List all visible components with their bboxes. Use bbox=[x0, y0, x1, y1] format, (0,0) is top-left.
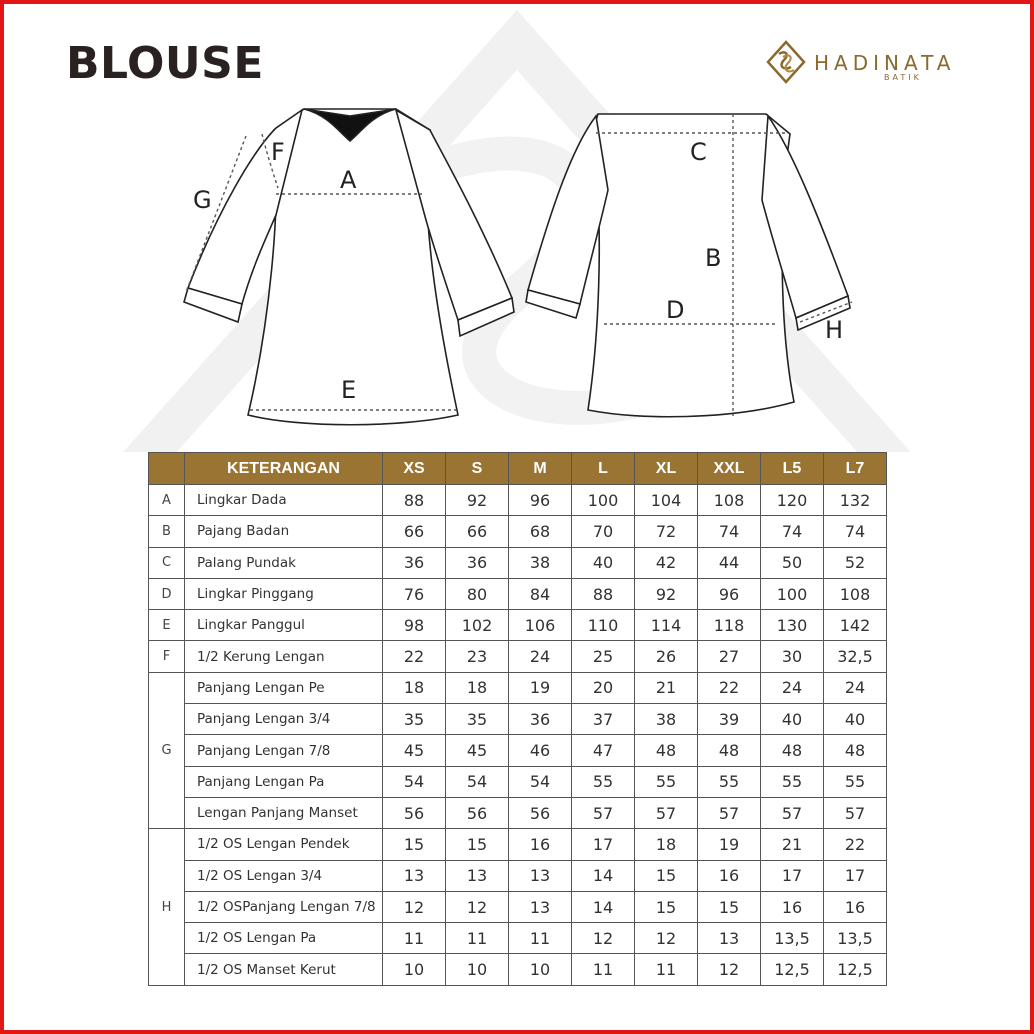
measure-label: Lengan Panjang Manset bbox=[185, 797, 383, 828]
measure-code: E bbox=[149, 610, 185, 641]
size-value: 10 bbox=[446, 954, 509, 985]
measure-label: 1/2 OSPanjang Lengan 7/8 bbox=[185, 891, 383, 922]
label-E: E bbox=[341, 376, 357, 404]
size-value: 36 bbox=[446, 547, 509, 578]
size-value: 17 bbox=[572, 829, 635, 860]
blouse-diagram bbox=[0, 0, 1034, 452]
size-value: 13 bbox=[509, 860, 572, 891]
size-value: 76 bbox=[383, 578, 446, 609]
size-value: 19 bbox=[698, 829, 761, 860]
measure-label: Panjang Lengan 3/4 bbox=[185, 704, 383, 735]
size-value: 54 bbox=[446, 766, 509, 797]
size-value: 21 bbox=[761, 829, 824, 860]
label-A: A bbox=[340, 166, 357, 194]
size-value: 68 bbox=[509, 516, 572, 547]
measure-code: A bbox=[149, 485, 185, 516]
size-value: 21 bbox=[635, 672, 698, 703]
size-value: 20 bbox=[572, 672, 635, 703]
size-value: 106 bbox=[509, 610, 572, 641]
size-value: 45 bbox=[446, 735, 509, 766]
size-value: 13 bbox=[509, 891, 572, 922]
header-size: XL bbox=[635, 453, 698, 485]
size-value: 25 bbox=[572, 641, 635, 672]
header-size: L bbox=[572, 453, 635, 485]
size-value: 102 bbox=[446, 610, 509, 641]
measure-label: Lingkar Dada bbox=[185, 485, 383, 516]
size-value: 13 bbox=[446, 860, 509, 891]
size-value: 36 bbox=[509, 704, 572, 735]
size-value: 57 bbox=[698, 797, 761, 828]
size-value: 10 bbox=[383, 954, 446, 985]
label-B: B bbox=[705, 244, 722, 272]
size-value: 16 bbox=[761, 891, 824, 922]
size-value: 18 bbox=[383, 672, 446, 703]
size-value: 55 bbox=[572, 766, 635, 797]
size-value: 74 bbox=[824, 516, 887, 547]
table-row bbox=[149, 829, 887, 860]
size-value: 108 bbox=[824, 578, 887, 609]
table-row bbox=[149, 860, 887, 891]
size-value: 37 bbox=[572, 704, 635, 735]
size-value: 39 bbox=[698, 704, 761, 735]
size-value: 17 bbox=[824, 860, 887, 891]
size-value: 57 bbox=[572, 797, 635, 828]
table-row bbox=[149, 610, 887, 641]
size-value: 27 bbox=[698, 641, 761, 672]
size-value: 24 bbox=[824, 672, 887, 703]
size-value: 74 bbox=[698, 516, 761, 547]
measure-label: Lingkar Pinggang bbox=[185, 578, 383, 609]
size-value: 74 bbox=[761, 516, 824, 547]
table-row bbox=[149, 704, 887, 735]
size-value: 57 bbox=[761, 797, 824, 828]
size-value: 54 bbox=[509, 766, 572, 797]
size-value: 40 bbox=[572, 547, 635, 578]
size-value: 18 bbox=[446, 672, 509, 703]
size-value: 15 bbox=[446, 829, 509, 860]
page-title: BLOUSE bbox=[66, 38, 264, 89]
size-value: 100 bbox=[761, 578, 824, 609]
size-value: 12 bbox=[698, 954, 761, 985]
size-value: 26 bbox=[635, 641, 698, 672]
size-value: 88 bbox=[572, 578, 635, 609]
header-size: XXL bbox=[698, 453, 761, 485]
size-value: 48 bbox=[761, 735, 824, 766]
size-value: 132 bbox=[824, 485, 887, 516]
size-value: 38 bbox=[635, 704, 698, 735]
size-value: 42 bbox=[635, 547, 698, 578]
size-value: 24 bbox=[761, 672, 824, 703]
size-value: 15 bbox=[698, 891, 761, 922]
measure-code: F bbox=[149, 641, 185, 672]
header-size: S bbox=[446, 453, 509, 485]
size-value: 16 bbox=[509, 829, 572, 860]
size-value: 15 bbox=[635, 891, 698, 922]
size-value: 48 bbox=[824, 735, 887, 766]
header-code-cell bbox=[149, 453, 185, 485]
size-value: 45 bbox=[383, 735, 446, 766]
size-value: 92 bbox=[446, 485, 509, 516]
size-value: 56 bbox=[509, 797, 572, 828]
size-value: 12 bbox=[572, 923, 635, 954]
size-value: 22 bbox=[824, 829, 887, 860]
size-value: 92 bbox=[635, 578, 698, 609]
label-D: D bbox=[666, 296, 685, 324]
label-H: H bbox=[825, 316, 844, 344]
brand-subtitle: BATIK bbox=[884, 73, 922, 82]
table-row bbox=[149, 672, 887, 703]
measure-label: 1/2 OS Manset Kerut bbox=[185, 954, 383, 985]
size-value: 72 bbox=[635, 516, 698, 547]
size-value: 11 bbox=[509, 923, 572, 954]
size-value: 66 bbox=[446, 516, 509, 547]
size-value: 12,5 bbox=[761, 954, 824, 985]
size-value: 110 bbox=[572, 610, 635, 641]
size-value: 96 bbox=[698, 578, 761, 609]
measure-code: H bbox=[149, 829, 185, 985]
size-value: 13,5 bbox=[824, 923, 887, 954]
measure-code: G bbox=[149, 672, 185, 828]
size-value: 55 bbox=[698, 766, 761, 797]
size-value: 40 bbox=[824, 704, 887, 735]
size-value: 120 bbox=[761, 485, 824, 516]
size-value: 40 bbox=[761, 704, 824, 735]
size-value: 12 bbox=[383, 891, 446, 922]
size-value: 38 bbox=[509, 547, 572, 578]
size-value: 46 bbox=[509, 735, 572, 766]
size-value: 13 bbox=[383, 860, 446, 891]
label-G: G bbox=[193, 186, 212, 214]
size-value: 30 bbox=[761, 641, 824, 672]
measure-label: 1/2 OS Lengan Pendek bbox=[185, 829, 383, 860]
measure-code: C bbox=[149, 547, 185, 578]
table-row bbox=[149, 797, 887, 828]
size-value: 55 bbox=[824, 766, 887, 797]
size-value: 12 bbox=[446, 891, 509, 922]
table-body bbox=[149, 485, 887, 986]
size-value: 22 bbox=[698, 672, 761, 703]
brand-name: HADINATA bbox=[814, 51, 956, 75]
size-value: 11 bbox=[446, 923, 509, 954]
size-value: 13,5 bbox=[761, 923, 824, 954]
table-header-row bbox=[149, 453, 887, 485]
size-value: 56 bbox=[383, 797, 446, 828]
measure-label: Palang Pundak bbox=[185, 547, 383, 578]
size-value: 16 bbox=[824, 891, 887, 922]
size-value: 118 bbox=[698, 610, 761, 641]
size-value: 104 bbox=[635, 485, 698, 516]
measure-label: 1/2 OS Lengan Pa bbox=[185, 923, 383, 954]
size-value: 130 bbox=[761, 610, 824, 641]
size-value: 55 bbox=[761, 766, 824, 797]
header-size: L7 bbox=[824, 453, 887, 485]
size-value: 80 bbox=[446, 578, 509, 609]
size-value: 23 bbox=[446, 641, 509, 672]
size-value: 55 bbox=[635, 766, 698, 797]
table-row bbox=[149, 891, 887, 922]
size-value: 98 bbox=[383, 610, 446, 641]
size-value: 84 bbox=[509, 578, 572, 609]
size-value: 24 bbox=[509, 641, 572, 672]
measure-code: B bbox=[149, 516, 185, 547]
table-row bbox=[149, 641, 887, 672]
size-value: 32,5 bbox=[824, 641, 887, 672]
table-row bbox=[149, 954, 887, 985]
header-size: M bbox=[509, 453, 572, 485]
size-value: 12,5 bbox=[824, 954, 887, 985]
label-C: C bbox=[690, 138, 707, 166]
size-value: 48 bbox=[635, 735, 698, 766]
table-row bbox=[149, 547, 887, 578]
label-F: F bbox=[271, 138, 285, 166]
size-value: 22 bbox=[383, 641, 446, 672]
size-value: 35 bbox=[446, 704, 509, 735]
table-row bbox=[149, 485, 887, 516]
table-row bbox=[149, 578, 887, 609]
size-value: 50 bbox=[761, 547, 824, 578]
table-row bbox=[149, 923, 887, 954]
size-value: 11 bbox=[383, 923, 446, 954]
size-chart-table bbox=[148, 452, 887, 986]
size-value: 114 bbox=[635, 610, 698, 641]
size-value: 15 bbox=[635, 860, 698, 891]
size-value: 13 bbox=[698, 923, 761, 954]
table-row bbox=[149, 516, 887, 547]
size-value: 70 bbox=[572, 516, 635, 547]
measure-label: Panjang Lengan Pa bbox=[185, 766, 383, 797]
header-keterangan: KETERANGAN bbox=[185, 453, 383, 485]
measure-label: Panjang Lengan Pe bbox=[185, 672, 383, 703]
size-value: 44 bbox=[698, 547, 761, 578]
measure-code: D bbox=[149, 578, 185, 609]
size-value: 17 bbox=[761, 860, 824, 891]
size-value: 14 bbox=[572, 891, 635, 922]
measure-label: 1/2 OS Lengan 3/4 bbox=[185, 860, 383, 891]
size-value: 36 bbox=[383, 547, 446, 578]
size-value: 47 bbox=[572, 735, 635, 766]
size-value: 16 bbox=[698, 860, 761, 891]
table-row bbox=[149, 735, 887, 766]
size-value: 48 bbox=[698, 735, 761, 766]
header-size: L5 bbox=[761, 453, 824, 485]
size-value: 96 bbox=[509, 485, 572, 516]
measure-label: Lingkar Panggul bbox=[185, 610, 383, 641]
table-row bbox=[149, 766, 887, 797]
size-value: 35 bbox=[383, 704, 446, 735]
size-value: 18 bbox=[635, 829, 698, 860]
measure-label: Panjang Lengan 7/8 bbox=[185, 735, 383, 766]
size-value: 10 bbox=[509, 954, 572, 985]
size-value: 66 bbox=[383, 516, 446, 547]
header-size: XS bbox=[383, 453, 446, 485]
size-value: 100 bbox=[572, 485, 635, 516]
measure-label: 1/2 Kerung Lengan bbox=[185, 641, 383, 672]
size-value: 54 bbox=[383, 766, 446, 797]
size-value: 11 bbox=[572, 954, 635, 985]
size-value: 108 bbox=[698, 485, 761, 516]
size-value: 52 bbox=[824, 547, 887, 578]
size-value: 56 bbox=[446, 797, 509, 828]
size-value: 11 bbox=[635, 954, 698, 985]
measure-label: Pajang Badan bbox=[185, 516, 383, 547]
size-value: 88 bbox=[383, 485, 446, 516]
size-value: 14 bbox=[572, 860, 635, 891]
size-value: 57 bbox=[824, 797, 887, 828]
size-value: 19 bbox=[509, 672, 572, 703]
size-value: 57 bbox=[635, 797, 698, 828]
size-value: 15 bbox=[383, 829, 446, 860]
size-value: 142 bbox=[824, 610, 887, 641]
size-value: 12 bbox=[635, 923, 698, 954]
